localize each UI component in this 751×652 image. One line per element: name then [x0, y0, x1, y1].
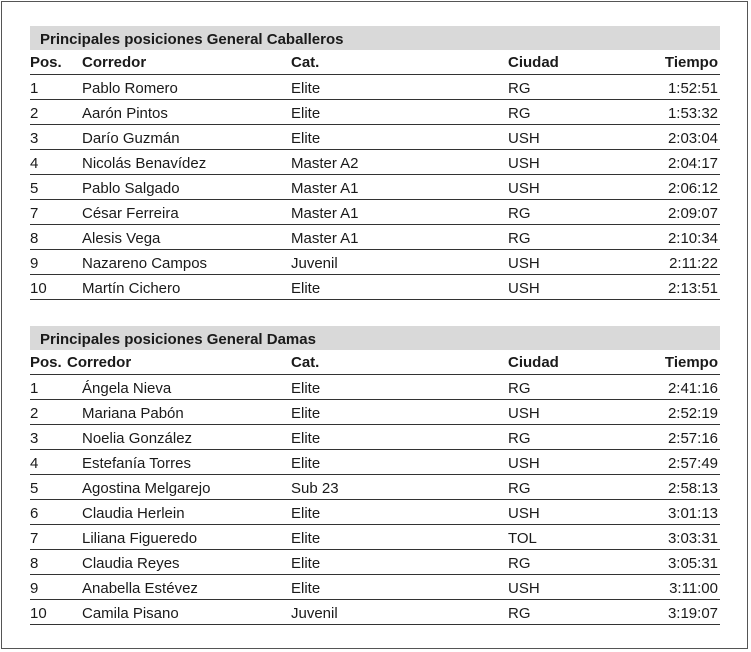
cell-pos: 9: [30, 255, 39, 272]
cell-city: USH: [508, 580, 540, 597]
cell-name: Nicolás Benavídez: [82, 155, 207, 172]
cell-cat: Master A1: [291, 180, 359, 197]
table-row: [30, 375, 720, 400]
men-header-row: [30, 50, 720, 75]
cell-cat: Elite: [291, 405, 321, 422]
table-row: [30, 525, 720, 550]
cell-name: Martín Cichero: [82, 280, 181, 297]
cell-city: USH: [508, 405, 540, 422]
cell-cat: Master A1: [291, 230, 359, 247]
cell-city: TOL: [508, 530, 537, 547]
table-row: [30, 225, 720, 250]
cell-cat: Elite: [291, 530, 321, 547]
table-row: [30, 475, 720, 500]
cell-city: RG: [508, 105, 531, 122]
cell-city: RG: [508, 605, 531, 622]
cell-name: César Ferreira: [82, 205, 179, 222]
cell-pos: 5: [30, 180, 39, 197]
cell-cat: Sub 23: [291, 480, 339, 497]
cell-cat: Elite: [291, 380, 321, 397]
cell-pos: 4: [30, 455, 39, 472]
cell-city: RG: [508, 380, 531, 397]
cell-time: 2:06:12: [667, 180, 718, 197]
cell-name: Liliana Figueredo: [82, 530, 198, 547]
cell-cat: Elite: [291, 555, 321, 572]
cell-cat: Elite: [291, 105, 321, 122]
women-table-title: Principales posiciones General Damas: [30, 326, 720, 350]
cell-time: 2:52:19: [667, 405, 718, 422]
cell-city: USH: [508, 255, 540, 272]
cell-city: RG: [508, 205, 531, 222]
table-row: [30, 450, 720, 475]
cell-name: Noelia González: [82, 430, 193, 447]
cell-time: 3:01:13: [667, 505, 718, 522]
header-city: Ciudad: [508, 354, 559, 371]
cell-pos: 7: [30, 530, 39, 547]
table-row: [30, 550, 720, 575]
header-cat: Cat.: [291, 54, 320, 71]
cell-time: 2:58:13: [667, 480, 718, 497]
cell-cat: Master A2: [291, 155, 359, 172]
cell-pos: 3: [30, 430, 39, 447]
cell-pos: 2: [30, 405, 39, 422]
header-name: Corredor: [67, 354, 132, 371]
cell-name: Claudia Reyes: [82, 555, 180, 572]
cell-cat: Elite: [291, 80, 321, 97]
cell-cat: Elite: [291, 580, 321, 597]
cell-pos: 8: [30, 555, 39, 572]
table-row: [30, 400, 720, 425]
cell-time: 2:11:22: [669, 255, 718, 272]
cell-cat: Elite: [291, 280, 321, 297]
cell-city: RG: [508, 480, 531, 497]
cell-city: USH: [508, 130, 540, 147]
cell-name: Claudia Herlein: [82, 505, 185, 522]
header-pos: Pos.: [30, 54, 62, 71]
men-results-table: [30, 26, 720, 300]
cell-city: USH: [508, 155, 540, 172]
cell-city: USH: [508, 455, 540, 472]
cell-pos: 7: [30, 205, 39, 222]
cell-time: 1:53:32: [667, 105, 718, 122]
table-row: [30, 100, 720, 125]
table-row: [30, 75, 720, 100]
cell-city: RG: [508, 80, 531, 97]
cell-cat: Elite: [291, 455, 321, 472]
cell-name: Nazareno Campos: [82, 255, 208, 272]
cell-name: Estefanía Torres: [82, 455, 191, 472]
header-city: Ciudad: [508, 54, 559, 71]
cell-cat: Elite: [291, 505, 321, 522]
cell-time: 3:03:31: [667, 530, 718, 547]
cell-city: USH: [508, 180, 540, 197]
cell-name: Ángela Nieva: [82, 380, 172, 397]
men-table-title: Principales posiciones General Caballeros: [30, 26, 720, 50]
cell-name: Mariana Pabón: [82, 405, 184, 422]
cell-pos: 2: [30, 105, 39, 122]
table-row: [30, 200, 720, 225]
cell-pos: 4: [30, 155, 39, 172]
table-row: [30, 150, 720, 175]
cell-time: 2:10:34: [667, 230, 718, 247]
men-rows: [30, 75, 720, 300]
cell-pos: 3: [30, 130, 39, 147]
cell-pos: 1: [30, 380, 39, 397]
cell-name: Aarón Pintos: [82, 105, 168, 122]
cell-city: USH: [508, 280, 540, 297]
header-pos: Pos.: [30, 354, 62, 371]
cell-pos: 5: [30, 480, 39, 497]
header-time: Tiempo: [664, 354, 718, 371]
table-row: [30, 275, 720, 300]
cell-time: 3:05:31: [667, 555, 718, 572]
cell-pos: 6: [30, 505, 39, 522]
cell-cat: Master A1: [291, 205, 359, 222]
cell-city: RG: [508, 430, 531, 447]
women-header-row: [30, 350, 720, 375]
cell-pos: 10: [30, 605, 47, 622]
cell-name: Camila Pisano: [82, 605, 179, 622]
women-results-table: [30, 326, 720, 625]
cell-name: Anabella Estévez: [82, 580, 198, 597]
cell-time: 3:11:00: [669, 580, 718, 597]
cell-city: RG: [508, 555, 531, 572]
cell-city: USH: [508, 505, 540, 522]
table-row: [30, 125, 720, 150]
cell-time: 2:57:49: [667, 455, 718, 472]
cell-name: Pablo Romero: [82, 80, 178, 97]
cell-time: 1:52:51: [667, 80, 718, 97]
cell-cat: Elite: [291, 130, 321, 147]
cell-name: Darío Guzmán: [82, 130, 180, 147]
table-row: [30, 575, 720, 600]
cell-time: 2:09:07: [667, 205, 718, 222]
table-row: [30, 250, 720, 275]
cell-time: 2:04:17: [667, 155, 718, 172]
cell-name: Alesis Vega: [82, 230, 161, 247]
cell-pos: 9: [30, 580, 39, 597]
header-time: Tiempo: [664, 54, 718, 71]
cell-cat: Elite: [291, 430, 321, 447]
cell-time: 3:19:07: [667, 605, 718, 622]
cell-pos: 8: [30, 230, 39, 247]
cell-time: 2:13:51: [667, 280, 718, 297]
cell-time: 2:03:04: [667, 130, 718, 147]
table-row: [30, 175, 720, 200]
cell-cat: Juvenil: [291, 605, 338, 622]
cell-name: Pablo Salgado: [82, 180, 180, 197]
cell-time: 2:57:16: [667, 430, 718, 447]
table-row: [30, 425, 720, 450]
cell-city: RG: [508, 230, 531, 247]
table-row: [30, 600, 720, 625]
cell-pos: 10: [30, 280, 47, 297]
header-name: Corredor: [82, 54, 147, 71]
table-row: [30, 500, 720, 525]
cell-time: 2:41:16: [667, 380, 718, 397]
women-rows: [30, 375, 720, 625]
cell-cat: Juvenil: [291, 255, 338, 272]
cell-name: Agostina Melgarejo: [82, 480, 211, 497]
header-cat: Cat.: [291, 354, 320, 371]
cell-pos: 1: [30, 80, 39, 97]
